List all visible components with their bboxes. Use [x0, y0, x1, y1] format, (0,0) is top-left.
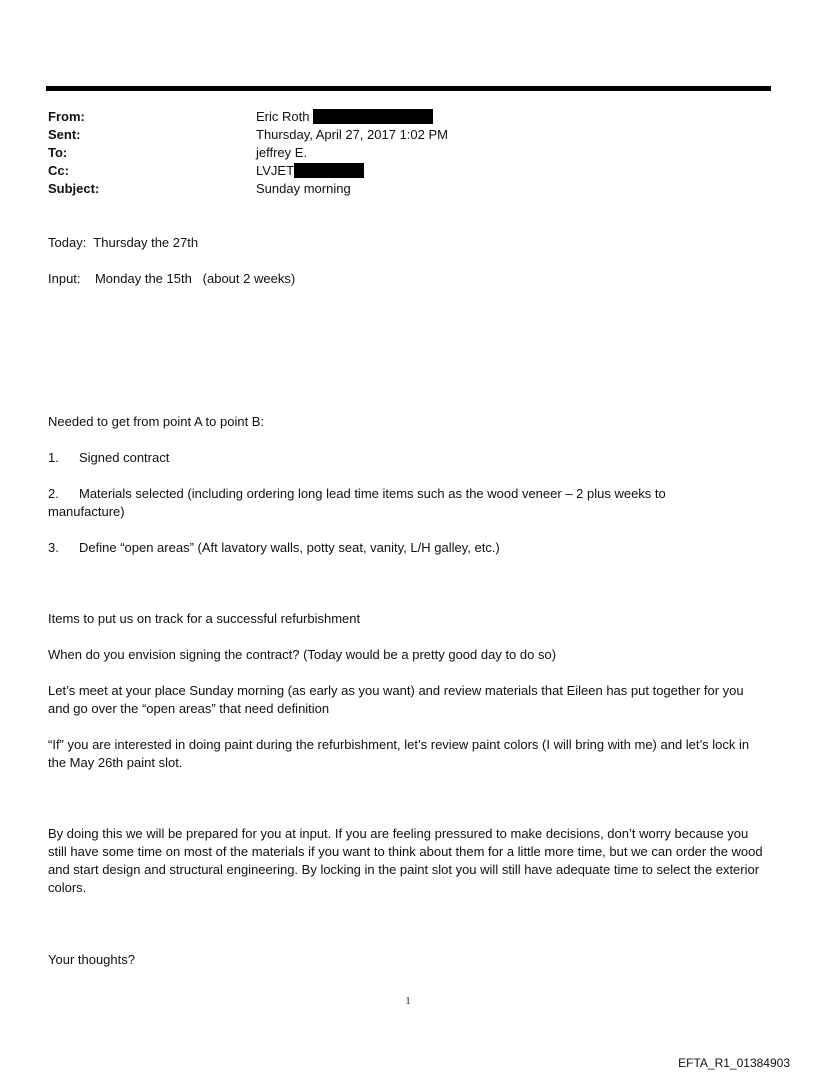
- to-value: jeffrey E.: [256, 145, 308, 160]
- cc-value: LVJET: [256, 163, 295, 178]
- list-item: [48, 485, 698, 521]
- list-item-text: Signed contract: [79, 450, 170, 465]
- subject-value: Sunday morning: [256, 181, 351, 196]
- list-item-number: 2.: [48, 486, 59, 501]
- redaction-box: [294, 163, 364, 178]
- document-id: EFTA_R1_01384903: [678, 1056, 790, 1070]
- list-item-number: 1.: [48, 450, 59, 465]
- header-rule: [46, 86, 771, 91]
- meet-paragraph: Let’s meet at your place Sunday morning (as early as you want) and review materials that Eileen has put together for you and go over the “open areas” that need definition: [48, 683, 744, 716]
- cc-label: Cc:: [48, 163, 69, 178]
- list-item: [48, 449, 768, 467]
- input-line: Input: Monday the 15th (about 2 weeks): [48, 271, 296, 286]
- today-line: Today: Thursday the 27th: [48, 235, 199, 250]
- cc-row: [256, 162, 364, 180]
- list-item: [48, 539, 768, 557]
- list-item-text: Define “open areas” (Aft lavatory walls, potty seat, vanity, L/H galley, etc.): [79, 540, 500, 555]
- thoughts-line: Your thoughts?: [48, 952, 135, 967]
- prepared-paragraph: By doing this we will be prepared for you at input. If you are feeling pressured to make decisions, don’t worry because you still have some time on most of the materials if you want to think about them for a little more time, but we can order the wood and start design and structural engineering. By locking in the paint slot you will still have adequate time to select the exterior colors.: [48, 826, 763, 895]
- list-item-text: Materials selected (including ordering long lead time items such as the wood veneer – 2 plus weeks to manufacture): [48, 486, 666, 519]
- paint-paragraph: “If” you are interested in doing paint during the refurbishment, let’s review paint colors (I will bring with me) and let’s lock in the May 26th paint slot.: [48, 737, 750, 770]
- subject-label: Subject:: [48, 181, 100, 196]
- to-label: To:: [48, 145, 68, 160]
- sent-label: Sent:: [48, 127, 81, 142]
- from-label: From:: [48, 109, 85, 124]
- list-item-number: 3.: [48, 540, 59, 555]
- from-row: [256, 108, 433, 126]
- sent-value: Thursday, April 27, 2017 1:02 PM: [256, 127, 448, 142]
- envision-line: When do you envision signing the contract? (Today would be a pretty good day to do so): [48, 647, 557, 662]
- track-line: Items to put us on track for a successful refurbishment: [48, 611, 361, 626]
- redaction-box: [313, 109, 433, 124]
- needed-heading: Needed to get from point A to point B:: [48, 414, 265, 429]
- page-number: 1: [405, 996, 411, 1007]
- from-value: Eric Roth: [256, 109, 310, 124]
